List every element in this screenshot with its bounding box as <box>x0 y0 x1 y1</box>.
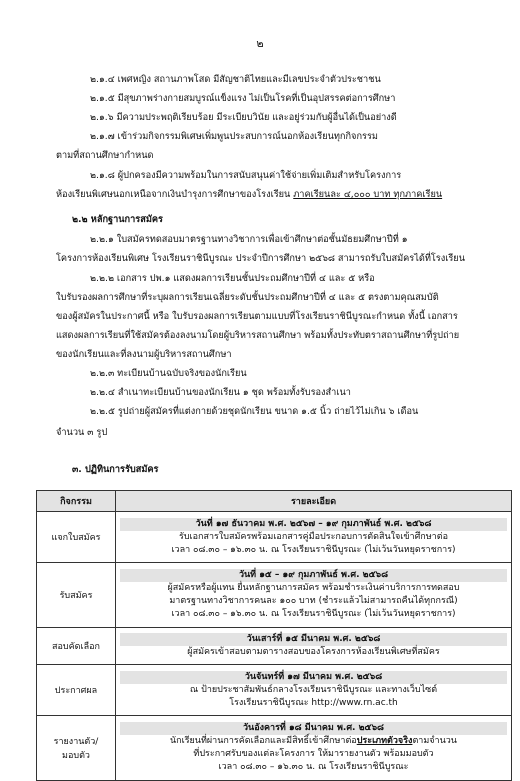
schedule-heading: ๓. ปฏิทินการรับสมัคร <box>72 464 159 475</box>
detail-line: รับเอกสารใบสมัครพร้อมเอกสารคู่มือประกอบการตัดสินใจเข้าศึกษาต่อ <box>179 531 448 542</box>
detail-line: ณ ป้ายประชาสัมพันธ์กลางโรงเรียนราชินีบูรณะ และทางเว็บไซต์ <box>189 684 438 695</box>
detail-line: เวลา ๐๘.๓๐ – ๑๖.๓๐ น. ณ โรงเรียนราชินีบูรณะ (ไม่เว้นวันหยุดราชการ) <box>171 609 456 619</box>
details-cell <box>116 628 512 665</box>
fee-underlined-text: ภาคเรียนละ ๔,๐๐๐ บาท ทุกภาคเรียน <box>293 189 443 200</box>
qualification-2-1-7: ๒.๑.๗ เข้าร่วมกิจกรรมพิเศษเพิ่มพูนประสบการณ์นอกห้องเรียนทุกกิจกรรม <box>90 131 378 142</box>
detail-line: โรงเรียนราชินีบูรณะ http://www.rn.ac.th <box>229 697 398 708</box>
evidence-2-2-4: ๒.๒.๔ สำเนาทะเบียนบ้านของนักเรียน ๑ ชุด พร้อมทั้งรับรองสำเนา <box>90 387 351 398</box>
evidence-2-2-5: ๒.๒.๕ รูปถ่ายผู้สมัครที่แต่งกายด้วยชุดนักเรียน ขนาด ๑.๕ นิ้ว ถ่ายไว้ไม่เกิน ๖ เดือน <box>90 406 419 417</box>
date-line: วันเสาร์ที่ ๑๕ มีนาคม พ.ศ. ๒๕๖๘ <box>120 633 507 646</box>
table-header-row <box>37 491 512 512</box>
qualification-2-1-8-text: ห้องเรียนพิเศษนอกเหนือจากเงินบำรุงการศึกษาของโรงเรียน <box>56 189 294 200</box>
qualification-2-1-7-cont: ตามที่สถานศึกษากำหนด <box>56 150 154 161</box>
detail-line: เวลา ๐๘.๓๐ – ๑๖.๓๐ น. ณ โรงเรียนราชินีบูรณะ <box>218 762 409 772</box>
details-cell <box>116 716 512 781</box>
detail-line <box>120 735 507 748</box>
date-line: วันที่ ๑๗ ธันวาคม พ.ศ. ๒๕๖๗ – ๑๙ กุมภาพันธ์ พ.ศ. ๒๕๖๘ <box>120 518 507 531</box>
table-row <box>37 716 512 781</box>
detail-line: เวลา ๐๘.๓๐ – ๑๖.๓๐ น. ณ โรงเรียนราชินีบูรณะ (ไม่เว้นวันหยุดราชการ) <box>171 544 456 555</box>
detail-line: ผู้สมัครหรือผู้แทน ยื่นหลักฐานการสมัคร พร้อมชำระเงินค่าบริการการทดสอบ <box>167 583 460 593</box>
evidence-2-2-1-cont: โครงการห้องเรียนพิเศษ โรงเรียนราชินีบูรณะ ประจำปีการศึกษา ๒๕๖๘ สามารถรับใบสมัครได้ที่โรงเรียน <box>56 253 465 264</box>
evidence-2-2-1: ๒.๒.๑ ใบสมัครทดสอบมาตรฐานทางวิชาการเพื่อเข้าศึกษาต่อชั้นมัธยมศึกษาปีที่ ๑ <box>90 234 408 245</box>
qualification-2-1-8: ๒.๑.๘ ผู้ปกครองมีความพร้อมในการสนับสนุนค่าใช้จ่ายเพิ่มเติมสำหรับโครงการ <box>90 170 402 181</box>
column-header-details: รายละเอียด <box>116 491 512 512</box>
activity-cell: ประกาศผล <box>37 665 116 716</box>
qualification-2-1-4: ๒.๑.๔ เพศหญิง สถานภาพโสด มีสัญชาติไทยและมีเลขประจำตัวประชาชน <box>90 74 381 85</box>
schedule-table <box>36 490 512 781</box>
detail-text: นักเรียนที่ผ่านการคัดเลือกและมีสิทธิ์เข้าศึกษาต่อ <box>170 736 357 746</box>
table-row <box>37 563 512 628</box>
evidence-2-2-2-cont3: แสดงผลการเรียนที่ใช้สมัครต้องลงนามโดยผู้บริหารสถานศึกษา พร้อมทั้งประทับตราสถานศึกษาที่รูปถ่าย <box>56 330 460 341</box>
activity-cell: รับสมัคร <box>37 563 116 628</box>
activity-cell: สอบคัดเลือก <box>37 628 116 665</box>
evidence-2-2-2: ๒.๒.๒ เอกสาร ปพ.๑ แสดงผลการเรียนชั้นประถมศึกษาปีที่ ๔ และ ๕ หรือ <box>90 273 375 284</box>
table-row <box>37 665 512 716</box>
date-line: วันที่ ๑๕ – ๑๙ กุมภาพันธ์ พ.ศ. ๒๕๖๘ <box>120 569 507 582</box>
details-cell <box>116 563 512 628</box>
evidence-2-2-2-cont2: ของผู้สมัครในประกาศนี้ หรือ ใบรับรองผลการเรียนตามแบบที่โรงเรียนราชินีบูรณะกำหนด ทั้งนี้ เอกสาร <box>56 311 458 322</box>
table-row <box>37 512 512 563</box>
column-header-activity: กิจกรรม <box>37 491 116 512</box>
detail-line: มาตรฐานทางวิชาการคนละ ๑๐๐ บาท (ชำระแล้วไม่สามารถคืนได้ทุกกรณี) <box>169 596 458 606</box>
table-row <box>37 628 512 665</box>
evidence-2-2-5-cont: จำนวน ๓ รูป <box>56 427 108 438</box>
detail-line: ผู้สมัครเข้าสอบตามตารางสอบของโครงการห้องเรียนพิเศษที่สมัคร <box>187 647 440 657</box>
page-number: ๒ <box>256 37 264 50</box>
details-cell <box>116 665 512 716</box>
evidence-2-2-3: ๒.๒.๓ ทะเบียนบ้านฉบับจริงของนักเรียน <box>90 368 247 379</box>
detail-line: ที่ประกาศรับของแต่ละโครงการ ให้มารายงานตัว พร้อมมอบตัว <box>193 749 434 759</box>
date-line: วันอังคารที่ ๑๘ มีนาคม พ.ศ. ๒๕๖๘ <box>120 722 507 735</box>
evidence-2-2-2-cont1: ใบรับรองผลการศึกษาที่ระบุผลการเรียนเฉลี่ยระดับชั้นประถมศึกษาปีที่ ๔ และ ๕ ตรงตามคุณสมบัติ <box>56 292 439 303</box>
qualification-2-1-5: ๒.๑.๕ มีสุขภาพร่างกายสมบูรณ์แข็งแรง ไม่เป็นโรคที่เป็นอุปสรรคต่อการศึกษา <box>90 93 396 104</box>
evidence-heading: ๒.๒ หลักฐานการสมัคร <box>72 214 163 225</box>
qualification-2-1-6: ๒.๑.๖ มีความประพฤติเรียบร้อย มีระเบียบวินัย และอยู่ร่วมกับผู้อื่นได้เป็นอย่างดี <box>90 112 397 123</box>
date-line: วันจันทร์ที่ ๑๗ มีนาคม พ.ศ. ๒๕๖๘ <box>120 671 507 684</box>
detail-text: ตามจำนวน <box>412 736 457 746</box>
activity-cell: รายงานตัว/มอบตัว <box>37 716 116 781</box>
details-cell <box>116 512 512 563</box>
activity-cell: แจกใบสมัคร <box>37 512 116 563</box>
qualification-2-1-8-cont <box>56 189 442 201</box>
evidence-2-2-2-cont4: ของนักเรียนและที่ลงนามผู้บริหารสถานศึกษา <box>56 349 232 360</box>
confirmed-type-text: ประเภทตัวจริง <box>356 736 413 746</box>
